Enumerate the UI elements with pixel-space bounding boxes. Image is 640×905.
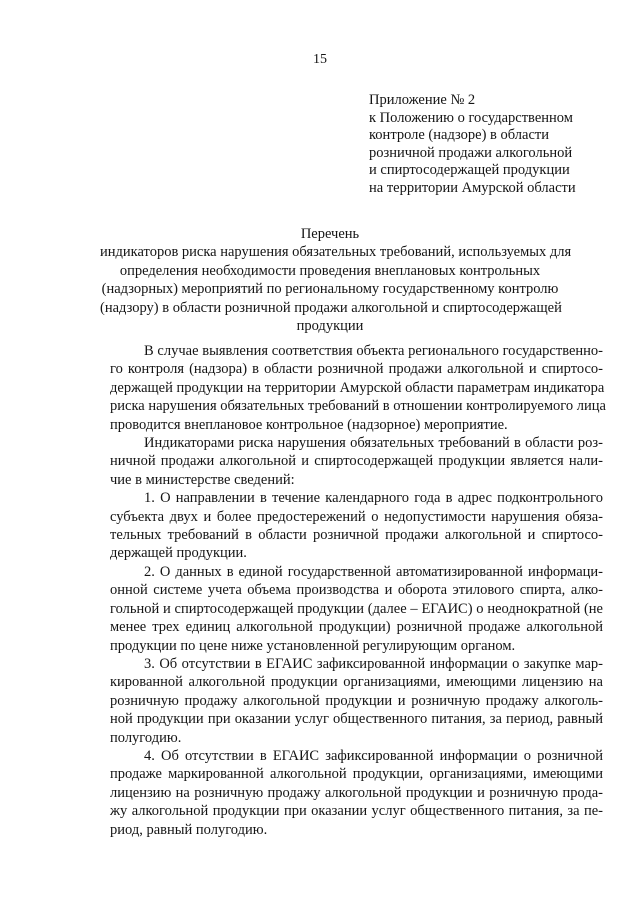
paragraph-item-4 — [110, 747, 603, 839]
appendix-line: и спиртосодержащей продукции — [369, 162, 570, 178]
page-number: 15 — [313, 52, 327, 67]
text-line: 1. О направлении в течение календарного года в адрес подконтрольного — [144, 490, 603, 507]
appendix-line: на территории Амурской области — [369, 179, 576, 196]
text-line: ной продукции при оказании услуг общественного питания, за период, равный — [110, 711, 603, 728]
text-line: жу алкогольной продукции при оказании услуг общественного питания, за пе- — [110, 803, 603, 820]
paragraph-indicators — [110, 434, 603, 489]
text-line: субъекта двух и более предостережений о недопустимости нарушения обяза- — [110, 508, 603, 525]
appendix-line: розничной продажи алкогольной — [369, 144, 573, 161]
text-line: тельных требований в области розничной продажи алкогольной и спиртосо- — [110, 527, 603, 544]
text-line: проводится внеплановое контрольное (надзорное) мероприятие. — [110, 416, 508, 433]
document-body — [110, 342, 606, 839]
text-line: полугодию. — [110, 729, 182, 746]
paragraph-item-2 — [110, 563, 603, 655]
text-line: менее трех единиц алкогольной продукции) розничной продаже алкогольной — [110, 619, 603, 636]
text-line: го контроля (надзора) в области розничной продажи алкогольной и спиртосо- — [110, 361, 603, 378]
text-line: держащей продукции. — [110, 545, 247, 562]
paragraph-item-1 — [110, 489, 603, 563]
heading-line: (надзору) в области розничной продажи алкогольной и спиртосодержащей — [100, 299, 562, 316]
text-line: гольной и спиртосодержащей продукции (далее – ЕГАИС) о неоднократной (не — [110, 600, 603, 617]
appendix-line: к Положению о государственном — [369, 109, 573, 126]
text-line: Индикаторами риска нарушения обязательных требований в области роз- — [144, 435, 603, 452]
appendix-line: контроле (надзоре) в области — [369, 127, 549, 143]
text-line: ничной продажи алкогольной и спиртосодержащей продукции является нали- — [110, 453, 603, 470]
appendix-note — [369, 92, 609, 197]
text-line: онной системе учета объема производства и оборота этилового спирта, алко- — [110, 582, 603, 599]
paragraph-intro — [110, 342, 606, 434]
text-line: чие в министерстве сведений: — [110, 471, 295, 488]
text-line: В случае выявления соответствия объекта регионального государственно- — [144, 343, 603, 359]
text-line: риска нарушения обязательных требований в отношении контролируемого лица — [110, 398, 606, 415]
text-line: риод, равный полугодию. — [110, 821, 268, 838]
text-line: кированной алкогольной продукции организациями, имеющими лицензию на — [110, 674, 603, 691]
heading-line: продукции — [296, 318, 364, 335]
appendix-line: Приложение № 2 — [369, 92, 476, 108]
text-line: лицензию на розничную продажу алкогольной продукции и розничную прода- — [110, 784, 603, 801]
document-heading — [100, 225, 572, 335]
heading-title: Перечень — [300, 226, 360, 242]
text-line: 3. Об отсутствии в ЕГАИС зафиксированной информации о закупке мар- — [144, 655, 603, 672]
text-line: продаже маркированной алкогольной продукции, организациями, имеющими — [110, 766, 603, 783]
heading-line: индикаторов риска нарушения обязательных требований, используемых для — [100, 244, 572, 261]
paragraph-item-3 — [110, 655, 603, 747]
heading-line: определения необходимости проведения внеплановых контрольных — [119, 262, 541, 279]
text-line: 4. Об отсутствии в ЕГАИС зафиксированной информации о розничной — [144, 747, 603, 764]
text-line: 2. О данных в единой государственной автоматизированной информаци- — [144, 563, 603, 580]
heading-line: (надзорных) мероприятий по региональному государственному контролю — [101, 281, 559, 298]
text-line: продукции по цене ниже установленной регулирующим органом. — [110, 637, 516, 654]
text-line: розничную продажу алкогольной продукции и розничную продажу алкоголь- — [110, 692, 603, 709]
text-line: держащей продукции на территории Амурской области параметрам индикатора — [110, 379, 605, 396]
